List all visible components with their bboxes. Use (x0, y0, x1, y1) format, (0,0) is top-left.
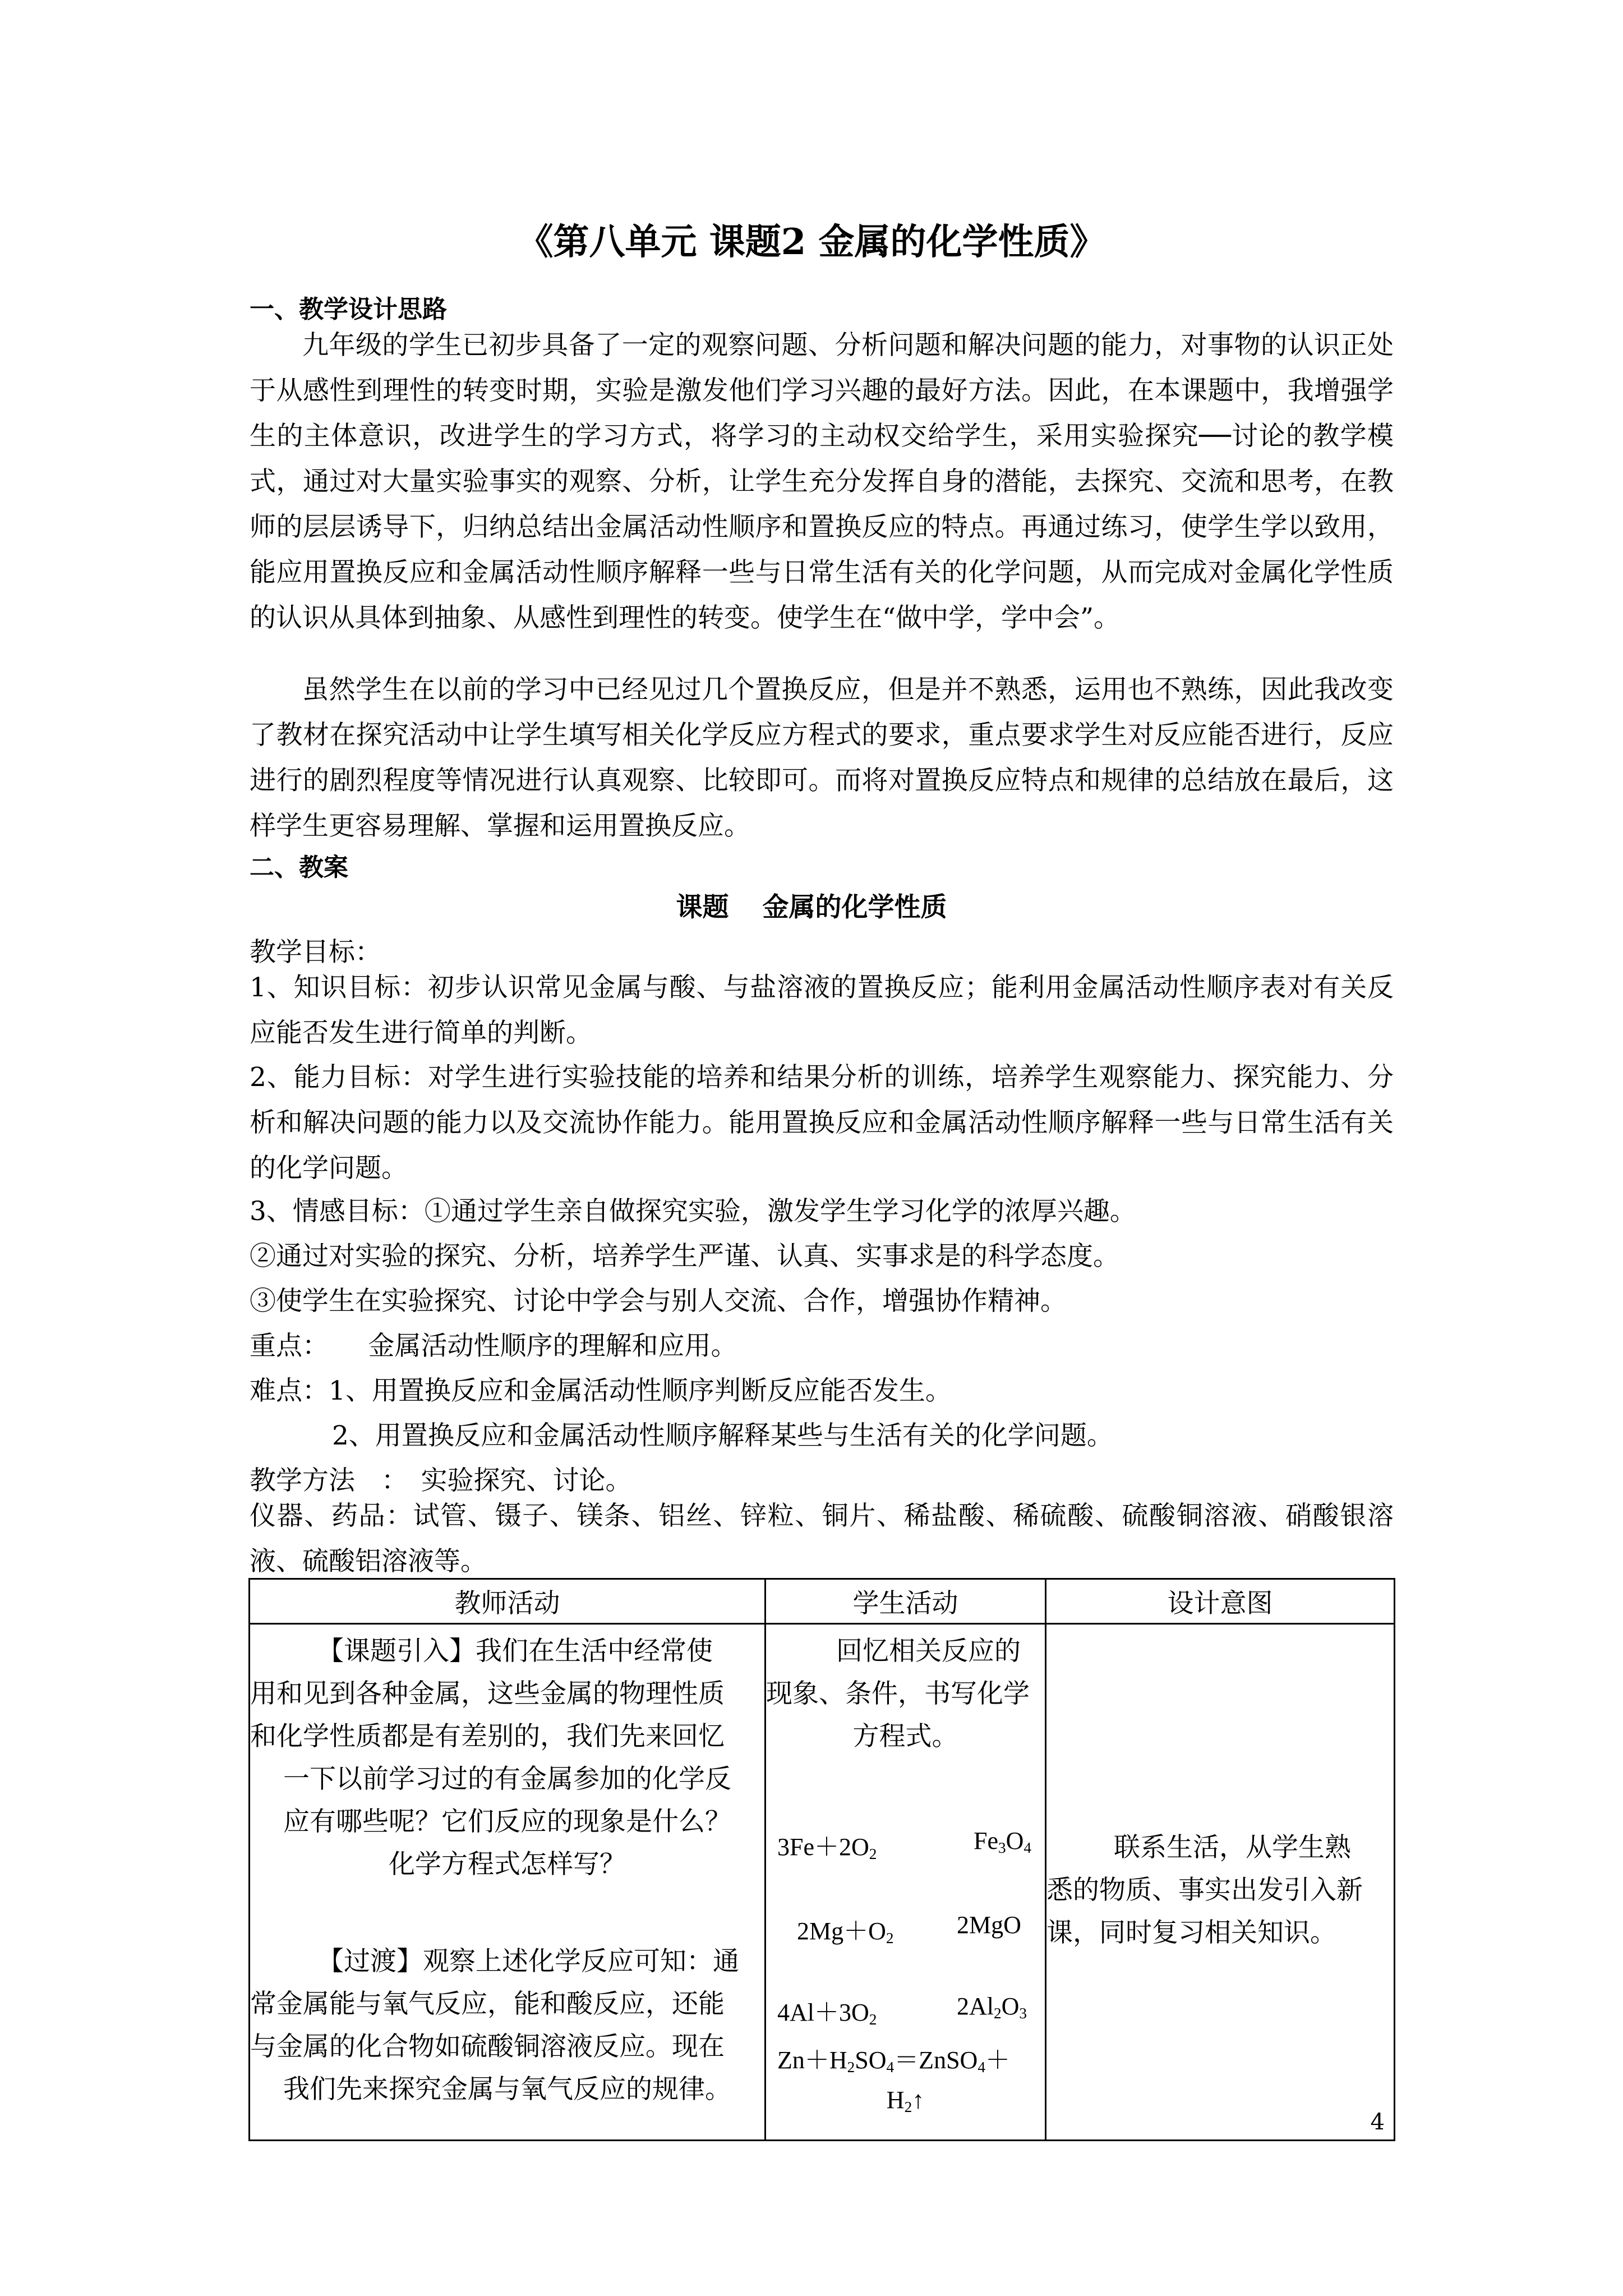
equation-iron-right: $Fe_3O_4$ (974, 1827, 1032, 1856)
goal-ability: 2、能力目标：对学生进行实验技能的培养和结果分析的训练，培养学生观察能力、探究能力、分析和解决问题的能力以及交流协作能力。能用置换反应和金属活动性顺序解释一些与日常生活有关的化学问题。 (250, 1062, 1394, 1184)
intent-line: 课，同时复习相关知识。 (1046, 1917, 1336, 1948)
teacher-line: 与金属的化合物如硫酸铜溶液反应。现在 (250, 2031, 725, 2062)
design-paragraph-2: 虽然学生在以前的学习中已经见过几个置换反应，但是并不熟悉，运用也不熟练，因此我改变了教材在探究活动中让学生填写相关化学反应方程式的要求，重点要求学生对反应能否进行，反应进行的剧烈程度等情况进行认真观察、比较即可。而将对置换反应特点和规律的总结放在最后，这样学生更容易理解、掌握和运用置换反应。 (250, 674, 1394, 841)
teaching-method: 教学方法 ： 实验探究、讨论。 (250, 1465, 632, 1496)
page-number: 4 (1370, 2109, 1385, 2135)
lesson-name: 金属的化学性质 (762, 892, 947, 923)
equation-iron-left: $3Fe+2O_2$ (777, 1833, 877, 1862)
student-line: 回忆相关反应的 (836, 1636, 1021, 1667)
equation-aluminum-right: $2Al_2O_3$ (957, 1993, 1027, 2022)
equation-magnesium-left: $2Mg+O_2$ (797, 1917, 894, 1947)
teacher-line: 【课题引入】我们在生活中经常使 (317, 1636, 713, 1667)
student-activity-cell (766, 1624, 1046, 2141)
design-intent-cell (1046, 1624, 1395, 2141)
materials: 仪器、药品：试管、镊子、镁条、铝丝、锌粒、铜片、稀盐酸、稀硫酸、硫酸铜溶液、硝酸银溶液、硫酸铝溶液等。 (250, 1501, 1394, 1577)
teacher-line: 和化学性质都是有差别的，我们先来回忆 (250, 1721, 725, 1752)
difficulty-1: 难点：1、用置换反应和金属活动性顺序判断反应能否发生。 (250, 1375, 952, 1406)
goal-emotion-3: ③使学生在实验探究、讨论中学会与别人交流、合作，增强协作精神。 (250, 1286, 1067, 1317)
teacher-line: 一下以前学习过的有金属参加的化学反 (283, 1764, 731, 1795)
teacher-line: 用和见到各种金属，这些金属的物理性质 (250, 1678, 725, 1709)
lesson-label: 课题 (676, 892, 729, 923)
teacher-line: 化学方程式怎样写？ (389, 1849, 626, 1880)
equation-zinc-product: $H_2↑$ (886, 2086, 925, 2115)
table-row (250, 1624, 1395, 2141)
design-paragraph-1: 九年级的学生已初步具备了一定的观察问题、分析问题和解决问题的能力，对事物的认识正处于从感性到理性的转变时期，实验是激发他们学习兴趣的最好方法。因此，在本课题中，我增强学生的主体意识，改进学生的学习方式，将学习的主动权交给学生，采用实验探究──讨论的教学模式，通过对大量实验事实的观察、分析，让学生充分发挥自身的潜能，去探究、交流和思考，在教师的层层诱导下，归纳总结出金属活动性顺序和置换反应的特点。再通过练习，使学生学以致用，能应用置换反应和金属活动性顺序解释一些与日常生活有关的化学问题，从而完成对金属化学性质的认识从具体到抽象、从感性到理性的转变。使学生在“做中学，学中会”。 (250, 330, 1394, 633)
header-teacher-activity: 教师活动 (250, 1579, 766, 1624)
student-line: 现象、条件，书写化学 (766, 1678, 1030, 1709)
lesson-title (0, 886, 1623, 924)
equation-zinc: $Zn+H_2SO_4=ZnSO_4+$ (777, 2046, 1010, 2076)
equation-magnesium-right: 2MgO (957, 1911, 1021, 1939)
header-design-intent: 设计意图 (1046, 1579, 1395, 1624)
teacher-line: 【过渡】观察上述化学反应可知：通 (317, 1946, 739, 1977)
goal-emotion-1: 3、情感目标：①通过学生亲自做探究实验，激发学生学习化学的浓厚兴趣。 (250, 1196, 1136, 1227)
teacher-line: 常金属能与氧气反应，能和酸反应，还能 (250, 1989, 725, 2019)
equation-aluminum-left: $4Al+3O_2$ (777, 1999, 877, 2028)
difficulty-2: 2、用置换反应和金属活动性顺序解释某些与生活有关的化学问题。 (332, 1420, 1113, 1451)
section-heading-lesson-plan: 二、教案 (250, 853, 348, 882)
goal-knowledge: 1、知识目标：初步认识常见金属与酸、与盐溶液的置换反应；能利用金属活动性顺序表对有关反应能否发生进行简单的判断。 (250, 972, 1394, 1048)
lesson-table (248, 1578, 1395, 2141)
teacher-line: 应有哪些呢？它们反应的现象是什么？ (283, 1806, 731, 1837)
goals-label: 教学目标： (250, 937, 381, 968)
gas-arrow-icon: ↑ (912, 2086, 925, 2114)
teacher-activity-cell (250, 1624, 766, 2141)
key-points: 重点： 金属活动性顺序的理解和应用。 (250, 1331, 737, 1361)
student-line: 方程式。 (852, 1721, 958, 1752)
table-header-row (250, 1579, 1395, 1624)
goal-emotion-2: ②通过对实验的探究、分析，培养学生严谨、认真、实事求是的科学态度。 (250, 1241, 1119, 1272)
teacher-line: 我们先来探究金属与氧气反应的规律。 (283, 2074, 731, 2105)
section-heading-design: 一、教学设计思路 (250, 295, 447, 324)
header-student-activity: 学生活动 (766, 1579, 1046, 1624)
intent-line: 联系生活，从学生熟 (1114, 1832, 1351, 1863)
intent-line: 悉的物质、事实出发引入新 (1046, 1875, 1363, 1906)
document-title: 《第八单元 课题2 金属的化学性质》 (517, 221, 1106, 263)
